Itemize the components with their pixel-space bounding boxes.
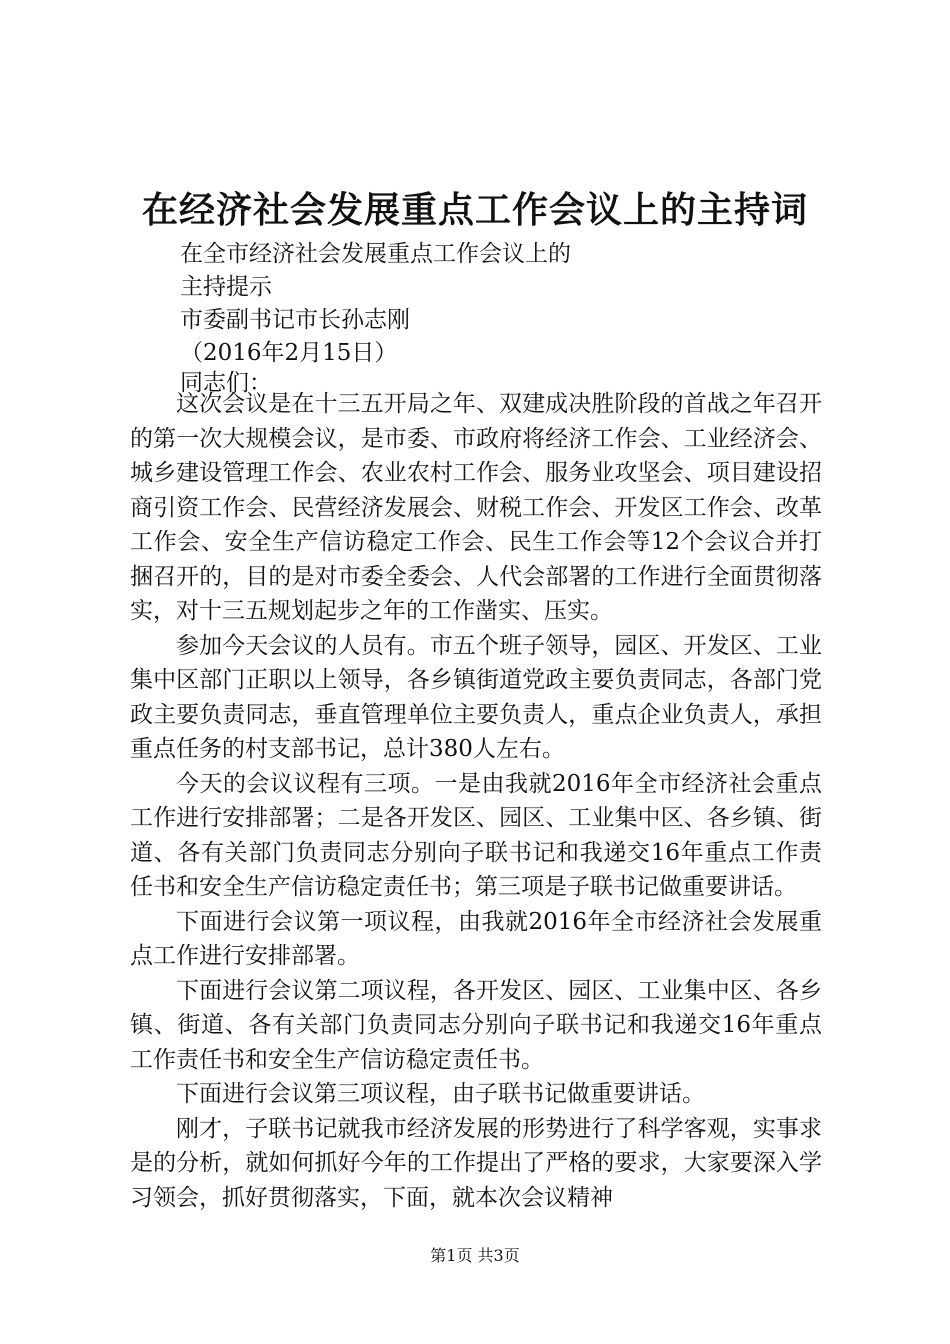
paragraph-6: 下面进行会议第三项议程，由子联书记做重要讲话。	[176, 1081, 705, 1107]
subtitle-line-1: 在全市经济社会发展重点工作会议上的	[180, 241, 571, 267]
paragraph-3: 今天的会议议程有三项。一是由我就2016年全市经济社会重点工作进行安排部署；二是各开发区、园区、工业集中区、各乡镇、街道、各有关部门负责同志分别向子联书记和我递交16年重点工作责任书和安全生产信访稳定责任书；第三项是子联书记做重要讲话。	[130, 770, 822, 900]
paragraph-4: 下面进行会议第一项议程，由我就2016年全市经济社会发展重点工作进行安排部署。	[130, 908, 822, 969]
speaker-line: 市委副书记市长孙志刚	[180, 307, 410, 333]
document-title: 在经济社会发展重点工作会议上的主持词	[141, 189, 808, 231]
date-line: （2016年2月15日）	[180, 340, 398, 366]
page-footer: 第1页 共3页	[430, 1246, 520, 1265]
subtitle-line-2: 主持提示	[180, 274, 272, 300]
paragraph-7: 刚才，子联书记就我市经济发展的形势进行了科学客观，实事求是的分析，就如何抓好今年的工作提出了严格的要求，大家要深入学习领会，抓好贯彻落实，下面，就本次会议精神	[130, 1115, 822, 1211]
paragraph-2: 参加今天会议的人员有。市五个班子领导，园区、开发区、工业集中区部门正职以上领导，各乡镇街道党政主要负责同志，各部门党政主要负责同志，垂直管理单位主要负责人，重点企业负责人，承担重点任务的村支部书记，总计380人左右。	[130, 632, 822, 762]
salutation-line: 同志们：	[180, 370, 272, 396]
paragraph-1: 这次会议是在十三五开局之年、双建成决胜阶段的首战之年召开的第一次大规模会议，是市委、市政府将经济工作会、工业经济会、城乡建设管理工作会、农业农村工作会、服务业攻坚会、项目建设招商引资工作会、民营经济发展会、财税工作会、开发区工作会、改革工作会、安全生产信访稳定工作会、民生工作会等12个会议合并打捆召开的，目的是对市委全委会、人代会部署的工作进行全面贯彻落实，对十三五规划起步之年的工作凿实、压实。	[130, 391, 822, 624]
paragraph-5: 下面进行会议第二项议程，各开发区、园区、工业集中区、各乡镇、街道、各有关部门负责同志分别向子联书记和我递交16年重点工作责任书和安全生产信访稳定责任书。	[130, 977, 822, 1073]
body-text	[130, 387, 822, 1215]
